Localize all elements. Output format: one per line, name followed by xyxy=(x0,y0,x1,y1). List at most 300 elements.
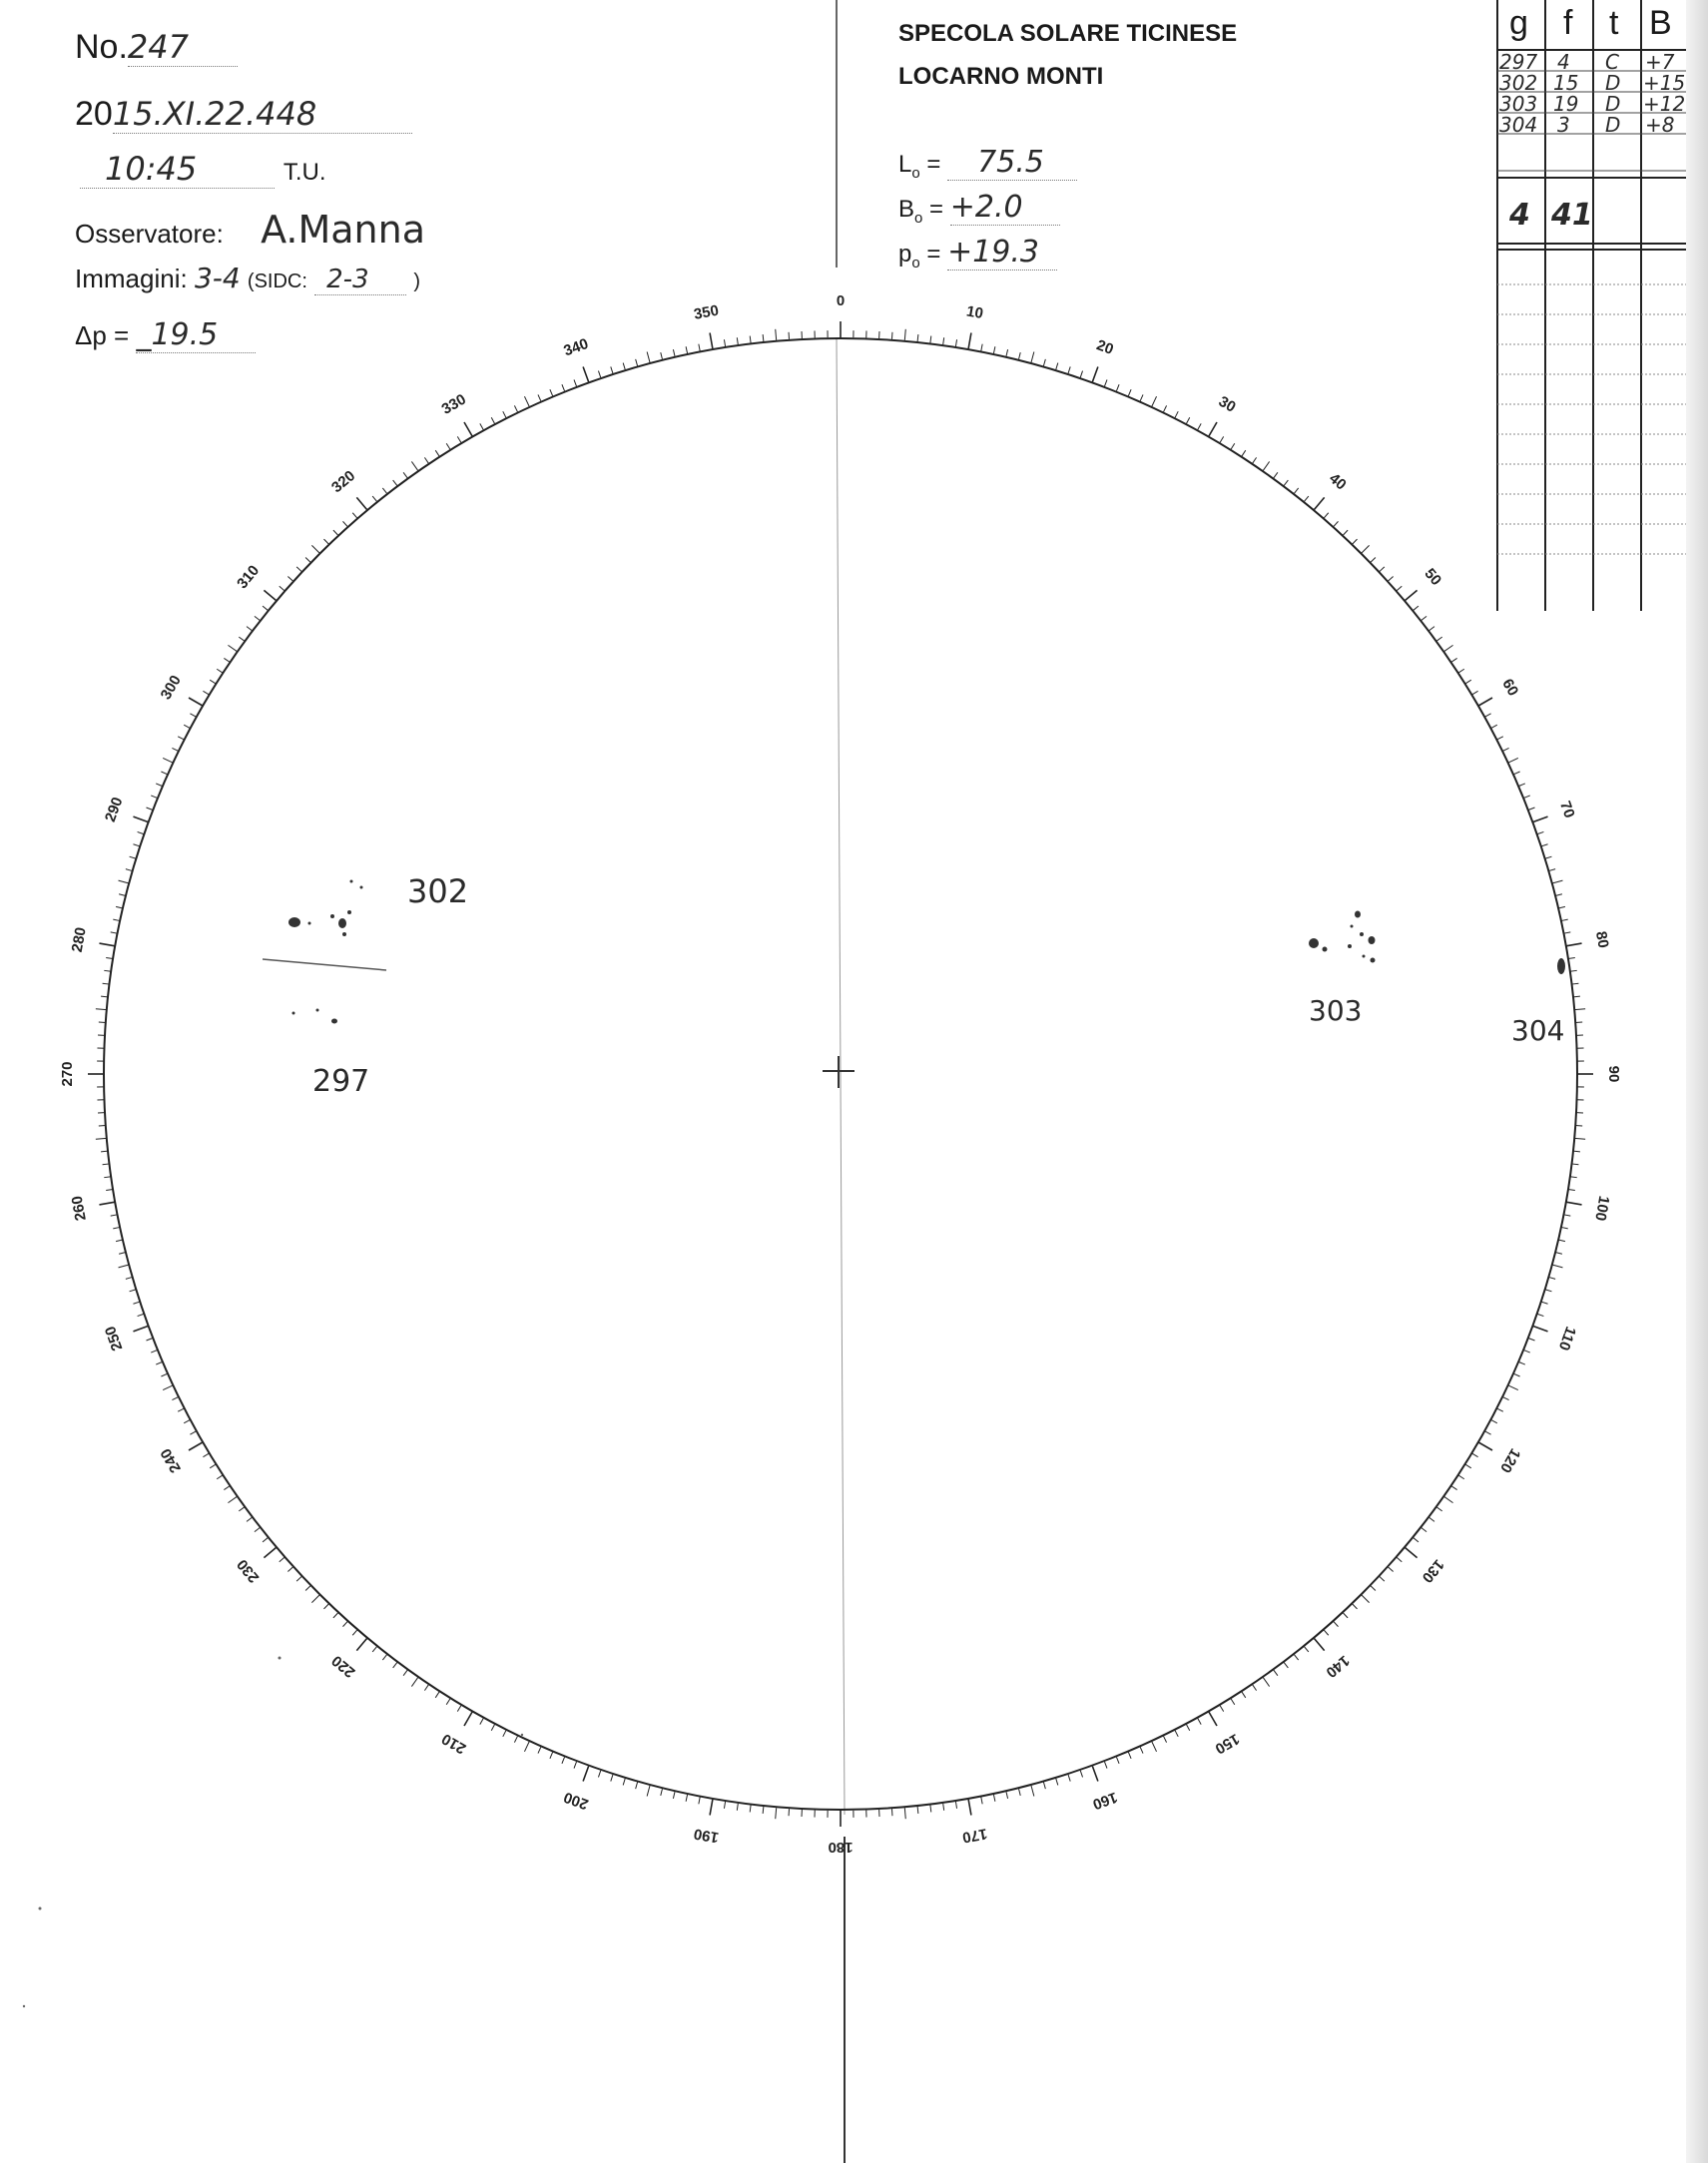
b0-value: +2.0 xyxy=(950,190,1060,226)
degree-tick xyxy=(210,680,216,684)
degree-tick xyxy=(1497,1408,1503,1411)
degree-tick xyxy=(1056,363,1058,370)
degree-tick xyxy=(1508,758,1518,763)
degree-tick xyxy=(1555,1253,1562,1255)
degree-tick xyxy=(311,545,319,553)
degree-tick xyxy=(305,557,310,562)
degree-tick xyxy=(1541,1302,1548,1304)
sidc-label: (SIDC: xyxy=(247,270,307,292)
degree-tick xyxy=(190,714,196,717)
degree-tick xyxy=(750,1805,751,1812)
degree-label-60: 60 xyxy=(1498,676,1522,700)
degree-tick xyxy=(403,1670,407,1676)
degree-tick xyxy=(224,658,230,662)
group-label-303: 303 xyxy=(1309,994,1363,1027)
degree-tick xyxy=(1164,405,1167,411)
degree-tick xyxy=(247,1517,253,1521)
degree-tick xyxy=(287,576,292,581)
degree-tick xyxy=(930,1805,931,1812)
degree-tick xyxy=(1175,1731,1178,1737)
l0-label: L xyxy=(898,151,912,178)
degree-tick xyxy=(917,1807,918,1814)
degree-tick xyxy=(119,1253,126,1255)
degree-label-190: 190 xyxy=(692,1825,721,1847)
group-label-302: 302 xyxy=(407,872,469,910)
degree-label-80: 80 xyxy=(1591,929,1612,950)
degree-label-240: 240 xyxy=(157,1445,185,1476)
p0-eq: = xyxy=(926,241,941,268)
row-303-f: 19 xyxy=(1553,92,1579,116)
degree-tick xyxy=(1518,1361,1524,1364)
degree-tick xyxy=(1570,1177,1577,1178)
row-304-g: 304 xyxy=(1499,113,1538,137)
degree-tick xyxy=(623,1779,625,1786)
degree-tick xyxy=(189,698,203,706)
date-prefix: 20 xyxy=(75,95,113,133)
row-297-g: 297 xyxy=(1499,50,1538,74)
degree-label-170: 170 xyxy=(960,1825,989,1847)
degree-tick xyxy=(1497,737,1503,740)
degree-tick xyxy=(776,329,777,340)
degree-tick xyxy=(287,1567,292,1572)
degree-tick xyxy=(217,669,223,673)
degree-tick xyxy=(1405,1547,1417,1557)
group-separator-line xyxy=(263,959,386,970)
degree-tick xyxy=(1563,1215,1570,1216)
degree-tick xyxy=(1031,352,1034,363)
degree-label-30: 30 xyxy=(1215,392,1239,416)
degree-tick xyxy=(1220,436,1224,442)
degree-tick xyxy=(1175,411,1178,417)
degree-tick xyxy=(1284,480,1288,486)
degree-tick xyxy=(647,352,650,363)
degree-tick xyxy=(1502,748,1508,751)
table-header-b: B xyxy=(1649,4,1672,42)
degree-label-300: 300 xyxy=(157,672,185,703)
degree-tick xyxy=(1104,379,1107,386)
degree-label-140: 140 xyxy=(1322,1651,1353,1681)
degree-tick xyxy=(1558,906,1565,908)
degree-label-120: 120 xyxy=(1496,1445,1524,1476)
degree-tick xyxy=(491,417,494,423)
degree-tick xyxy=(151,796,157,799)
degree-tick xyxy=(1314,1638,1324,1650)
degree-tick xyxy=(661,1789,663,1796)
degree-tick xyxy=(111,932,118,933)
degree-tick xyxy=(163,1385,173,1390)
degree-tick xyxy=(686,1795,687,1802)
row-297-t: C xyxy=(1605,50,1619,74)
degree-tick xyxy=(1380,567,1385,572)
degree-tick xyxy=(1444,1496,1453,1502)
degree-tick xyxy=(263,606,268,610)
degree-tick xyxy=(1220,1706,1224,1712)
degree-tick xyxy=(382,1655,386,1661)
degree-tick xyxy=(1555,894,1562,896)
degree-tick xyxy=(161,1373,167,1376)
degree-tick xyxy=(904,1808,905,1819)
degree-tick xyxy=(968,1800,971,1816)
p0-value: +19.3 xyxy=(947,235,1057,270)
degree-tick xyxy=(146,808,153,811)
degree-label-230: 230 xyxy=(234,1555,264,1586)
sunspot-group-303 xyxy=(1309,911,1376,963)
degree-tick xyxy=(699,1797,700,1804)
degree-tick xyxy=(255,616,261,620)
b0-eq: = xyxy=(929,196,944,223)
degree-tick xyxy=(981,344,982,351)
degree-tick xyxy=(296,567,301,572)
degree-tick xyxy=(480,423,483,429)
degree-tick xyxy=(583,1766,588,1781)
degree-label-160: 160 xyxy=(1090,1788,1120,1814)
row-297-b: +7 xyxy=(1645,50,1675,74)
degree-tick xyxy=(203,691,209,695)
degree-tick xyxy=(1253,1685,1257,1691)
degree-label-110: 110 xyxy=(1554,1324,1579,1353)
degree-tick xyxy=(356,1638,366,1650)
degree-tick xyxy=(750,336,751,343)
degree-tick xyxy=(126,1277,133,1279)
degree-tick xyxy=(491,1725,494,1731)
degree-tick xyxy=(480,1718,483,1724)
degree-tick xyxy=(99,943,115,946)
degree-tick xyxy=(1209,422,1217,436)
degree-tick xyxy=(1566,943,1582,946)
degree-tick xyxy=(636,359,638,366)
degree-tick xyxy=(1164,1736,1167,1742)
degree-tick xyxy=(514,405,517,411)
degree-tick xyxy=(943,1804,944,1811)
degree-tick xyxy=(1528,1338,1535,1341)
total-spots: 41 xyxy=(1551,198,1593,233)
number-label: No. xyxy=(75,28,128,66)
degree-tick xyxy=(446,1699,450,1705)
degree-tick xyxy=(161,772,167,775)
row-302-t: D xyxy=(1605,71,1621,95)
l0-eq: = xyxy=(926,151,941,178)
degree-tick xyxy=(1294,1655,1298,1661)
degree-tick xyxy=(1422,1527,1427,1531)
degree-label-320: 320 xyxy=(328,467,359,497)
degree-tick xyxy=(113,919,120,920)
degree-tick xyxy=(583,366,588,381)
degree-label-0: 0 xyxy=(836,291,846,309)
degree-tick xyxy=(1545,1290,1552,1292)
degree-label-220: 220 xyxy=(328,1651,359,1681)
degree-tick xyxy=(464,422,472,436)
degree-tick xyxy=(403,472,407,478)
degree-tick xyxy=(1116,384,1119,390)
degree-label-20: 20 xyxy=(1094,336,1116,359)
degree-tick xyxy=(1253,457,1257,463)
degree-tick xyxy=(1571,983,1578,984)
row-303-t: D xyxy=(1605,92,1621,116)
degree-tick xyxy=(372,496,376,501)
degree-tick xyxy=(1465,680,1471,684)
degree-tick xyxy=(1334,1621,1339,1626)
degree-tick xyxy=(203,1453,209,1457)
degree-tick xyxy=(673,1792,675,1799)
b0-label: B xyxy=(898,196,915,223)
degree-tick xyxy=(1484,1431,1490,1434)
degree-tick xyxy=(305,1586,310,1591)
degree-tick xyxy=(647,1786,650,1797)
degree-tick xyxy=(113,1227,120,1228)
sidc-close: ) xyxy=(413,270,421,292)
degree-tick xyxy=(352,1630,357,1635)
degree-tick xyxy=(538,1747,541,1753)
degree-tick xyxy=(333,1613,338,1618)
degree-tick xyxy=(1031,1786,1034,1797)
row-302-g: 302 xyxy=(1499,71,1538,95)
degree-tick xyxy=(1532,816,1547,821)
degree-tick xyxy=(1198,423,1201,429)
degree-tick xyxy=(342,521,347,526)
degree-tick xyxy=(1353,1604,1358,1609)
delta-p-label: Δp = xyxy=(75,320,130,350)
images-value: 3-4 xyxy=(194,262,241,294)
degree-tick xyxy=(1019,352,1021,359)
degree-tick xyxy=(1465,1464,1471,1468)
degree-tick xyxy=(1561,919,1568,920)
degree-tick xyxy=(673,349,675,356)
degree-label-310: 310 xyxy=(234,562,264,593)
degree-tick xyxy=(930,336,931,343)
degree-label-200: 200 xyxy=(561,1788,591,1814)
degree-tick xyxy=(1043,359,1045,366)
degree-tick xyxy=(435,450,439,456)
degree-tick xyxy=(1523,796,1529,799)
degree-label-50: 50 xyxy=(1421,565,1445,589)
degree-tick xyxy=(1056,1779,1058,1786)
degree-tick xyxy=(1518,784,1524,787)
degree-tick xyxy=(524,396,529,406)
degree-tick xyxy=(1414,1537,1419,1541)
degree-label-350: 350 xyxy=(692,301,721,323)
sunspot-group-304 xyxy=(1557,958,1565,974)
degree-tick xyxy=(190,1431,196,1434)
degree-tick xyxy=(598,371,600,378)
degree-tick xyxy=(393,480,397,486)
l0-sub: o xyxy=(911,164,920,182)
degree-tick xyxy=(1274,472,1278,478)
sunspot-group-297 xyxy=(292,1009,338,1024)
degree-tick xyxy=(661,352,663,359)
time-unit: T.U. xyxy=(283,159,326,186)
degree-label-100: 100 xyxy=(1591,1194,1613,1223)
degree-tick xyxy=(1186,1725,1189,1731)
sunspot-group-302 xyxy=(288,880,363,937)
degree-tick xyxy=(993,1795,994,1802)
degree-tick xyxy=(1304,496,1308,501)
observatory-name: SPECOLA SOLARE TICINESE xyxy=(898,20,1238,47)
degree-tick xyxy=(623,363,625,370)
degree-tick xyxy=(1231,1699,1235,1705)
degree-tick xyxy=(1198,1718,1201,1724)
degree-tick xyxy=(189,1442,203,1450)
scan-specks xyxy=(23,1657,523,2008)
sidc-value: 2-3 xyxy=(314,265,406,295)
degree-tick xyxy=(1397,1557,1402,1562)
degree-tick xyxy=(503,411,506,417)
observer-label: Osservatore: xyxy=(75,219,224,249)
degree-label-10: 10 xyxy=(964,302,985,323)
degree-label-130: 130 xyxy=(1418,1555,1447,1586)
degree-tick xyxy=(955,1802,956,1809)
degree-tick xyxy=(611,1775,613,1782)
number-value: 247 xyxy=(128,28,238,67)
degree-tick xyxy=(636,1782,638,1789)
degree-tick xyxy=(1491,725,1497,728)
degree-tick xyxy=(1478,1442,1492,1450)
degree-tick xyxy=(172,748,178,751)
degree-label-70: 70 xyxy=(1555,799,1578,820)
degree-tick xyxy=(503,1731,506,1737)
degree-tick xyxy=(156,1361,162,1364)
degree-label-270: 270 xyxy=(58,1061,76,1087)
degree-tick xyxy=(724,339,725,346)
degree-tick xyxy=(323,1604,328,1609)
degree-tick xyxy=(1353,539,1358,544)
degree-tick xyxy=(1472,691,1478,695)
degree-tick xyxy=(1388,576,1393,581)
degree-tick xyxy=(1231,443,1235,449)
degree-tick xyxy=(1263,461,1269,470)
degree-tick xyxy=(1436,1507,1442,1511)
degree-tick xyxy=(1334,521,1339,526)
degree-tick xyxy=(116,906,123,908)
degree-label-330: 330 xyxy=(438,390,469,418)
degree-tick xyxy=(686,346,687,353)
degree-tick xyxy=(311,1595,319,1603)
degree-tick xyxy=(1263,1678,1269,1687)
degree-tick xyxy=(224,1486,230,1490)
degree-tick xyxy=(1209,1712,1217,1726)
degree-tick xyxy=(1140,1747,1143,1753)
degree-tick xyxy=(210,1464,216,1468)
degree-label-180: 180 xyxy=(828,1839,854,1857)
row-303-b: +12 xyxy=(1643,92,1686,116)
row-302-b: +15 xyxy=(1643,71,1686,95)
degree-tick xyxy=(119,894,126,896)
degree-tick xyxy=(1242,1692,1246,1698)
degree-tick xyxy=(151,1350,157,1352)
degree-tick xyxy=(457,1706,461,1712)
degree-tick xyxy=(1068,366,1070,373)
degree-tick xyxy=(943,337,944,344)
degree-tick xyxy=(424,457,428,463)
degree-tick xyxy=(562,1757,565,1763)
degree-tick xyxy=(103,1164,110,1165)
degree-label-340: 340 xyxy=(561,334,591,360)
degree-tick xyxy=(737,1804,738,1811)
degree-tick xyxy=(1513,1373,1519,1376)
degree-tick xyxy=(111,1215,118,1216)
l0-value: 75.5 xyxy=(947,145,1077,181)
degree-tick xyxy=(1568,957,1575,958)
degree-tick xyxy=(264,1547,276,1557)
degree-tick xyxy=(435,1692,439,1698)
row-304-t: D xyxy=(1605,113,1621,137)
degree-tick xyxy=(101,1151,108,1152)
degree-tick xyxy=(1545,856,1552,858)
degree-tick xyxy=(372,1647,376,1652)
degree-tick xyxy=(1552,1265,1563,1268)
images-label: Immagini: xyxy=(75,264,188,293)
degree-tick xyxy=(1128,389,1131,395)
degree-tick xyxy=(574,379,577,386)
degree-tick xyxy=(1558,1240,1565,1242)
degree-tick xyxy=(356,497,366,509)
degree-tick xyxy=(1472,1453,1478,1457)
degree-tick xyxy=(1152,1742,1157,1752)
degree-tick xyxy=(1574,1009,1585,1010)
degree-tick xyxy=(106,957,113,958)
degree-tick xyxy=(103,983,110,984)
degree-tick xyxy=(1380,1576,1385,1581)
degree-tick xyxy=(96,1009,107,1010)
row-303-g: 303 xyxy=(1499,92,1538,116)
row-304-b: +8 xyxy=(1645,113,1675,137)
total-groups: 4 xyxy=(1509,198,1530,233)
degree-tick xyxy=(1508,1385,1518,1390)
degree-tick xyxy=(1362,1595,1370,1603)
degree-tick xyxy=(1324,1630,1329,1635)
degree-tick xyxy=(1444,645,1453,651)
observatory-place: LOCARNO MONTI xyxy=(898,63,1104,90)
degree-tick xyxy=(1140,394,1143,400)
degree-tick xyxy=(1537,1314,1544,1316)
degree-tick xyxy=(130,856,137,858)
degree-tick xyxy=(562,384,565,390)
degree-tick xyxy=(104,970,111,971)
degree-tick xyxy=(342,1621,347,1626)
degree-tick xyxy=(178,1408,184,1411)
degree-tick xyxy=(280,1557,285,1562)
degree-tick xyxy=(446,443,450,449)
degree-tick xyxy=(1548,869,1555,871)
table-header-g: g xyxy=(1509,4,1528,42)
degree-tick xyxy=(710,332,713,348)
degree-tick xyxy=(1068,1775,1070,1782)
degree-tick xyxy=(1541,844,1548,846)
degree-tick xyxy=(228,645,237,651)
degree-tick xyxy=(1571,1164,1578,1165)
degree-tick xyxy=(96,1138,107,1139)
degree-tick xyxy=(1294,488,1298,494)
observer-value: A.Manna xyxy=(261,208,425,252)
degree-tick xyxy=(178,737,184,740)
degree-tick xyxy=(1537,831,1544,833)
row-304-f: 3 xyxy=(1557,113,1570,137)
degree-tick xyxy=(323,539,328,544)
degree-tick xyxy=(1574,1138,1585,1139)
b0-sub: o xyxy=(914,209,923,227)
degree-tick xyxy=(1528,808,1535,811)
degree-tick xyxy=(1006,1792,1008,1799)
degree-tick xyxy=(296,1576,301,1581)
degree-tick xyxy=(724,1802,725,1809)
degree-tick xyxy=(1451,1486,1457,1490)
degree-tick xyxy=(1104,1762,1107,1769)
degree-tick xyxy=(1397,586,1402,591)
degree-tick xyxy=(1451,658,1457,662)
degree-tick xyxy=(763,334,764,341)
degree-tick xyxy=(184,1419,190,1422)
delta-p-value: _19.5 xyxy=(136,317,256,353)
degree-label-290: 290 xyxy=(101,795,127,824)
